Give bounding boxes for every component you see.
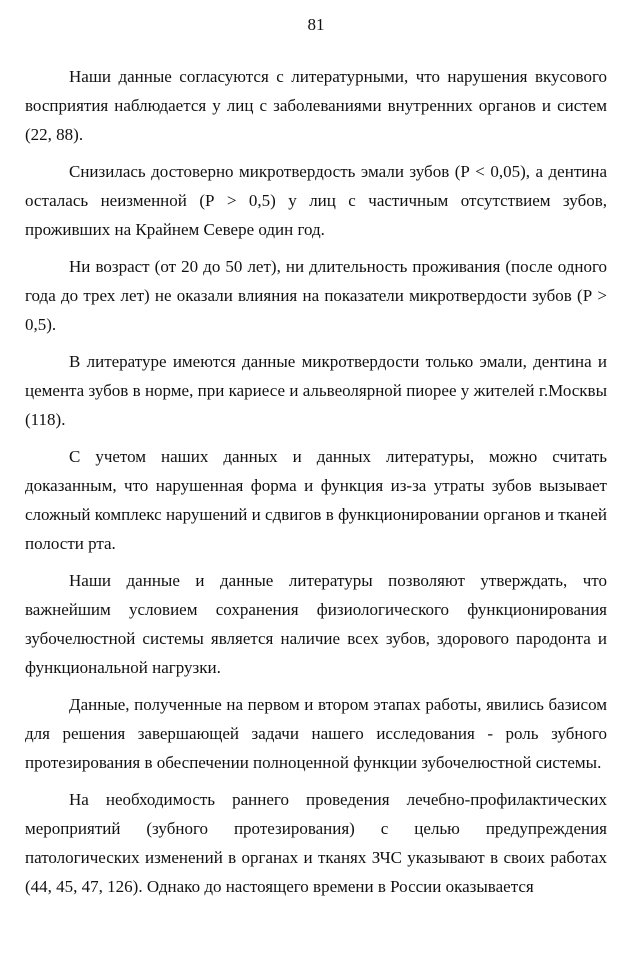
body-text <box>25 62 607 901</box>
paragraph-7: Данные, полученные на первом и втором этапах работы, явились базисом для решения завершающей задачи нашего исследования - роль зубного протезирования в обеспечении полноценной функции зубочелюстной системы. <box>25 695 607 772</box>
page-number: 81 <box>307 15 325 34</box>
paragraph-3: Ни возраст (от 20 до 50 лет), ни длительность проживания (после одного года до трех лет) не оказали влияния на показатели микротвердости зубов (Р > 0,5). <box>25 257 607 334</box>
paragraph-1: Наши данные согласуются с литературными, что нарушения вкусового восприятия наблюдается у лиц с заболеваниями внутренних органов и систем (22, 88). <box>25 67 607 144</box>
paragraph-8: На необходимость раннего проведения лечебно-профилактических мероприятий (зубного протезирования) с целью предупреждения патологических изменений в органах и тканях ЗЧС указывают в своих работах (44, 45, 47, 126). Однако до настоящего времени в России оказывается <box>25 790 607 896</box>
paragraph-2: Снизилась достоверно микротвердость эмали зубов (Р < 0,05), а дентина осталась неизменной (Р > 0,5) у лиц с частичным отсутствием зубов, проживших на Крайнем Севере один год. <box>25 162 607 239</box>
paragraph-5: С учетом наших данных и данных литературы, можно считать доказанным, что нарушенная форма и функция из-за утраты зубов вызывает сложный комплекс нарушений и сдвигов в функционировании органов и тканей полости рта. <box>25 447 607 553</box>
paragraph-6: Наши данные и данные литературы позволяют утверждать, что важнейшим условием сохранения физиологического функционирования зубочелюстной системы является наличие всех зубов, здорового пародонта и функциональной нагрузки. <box>25 571 607 677</box>
paragraph-4: В литературе имеются данные микротвердости только эмали, дентина и цемента зубов в норме, при кариесе и альвеолярной пиорее у жителей г.Москвы (118). <box>25 352 607 429</box>
